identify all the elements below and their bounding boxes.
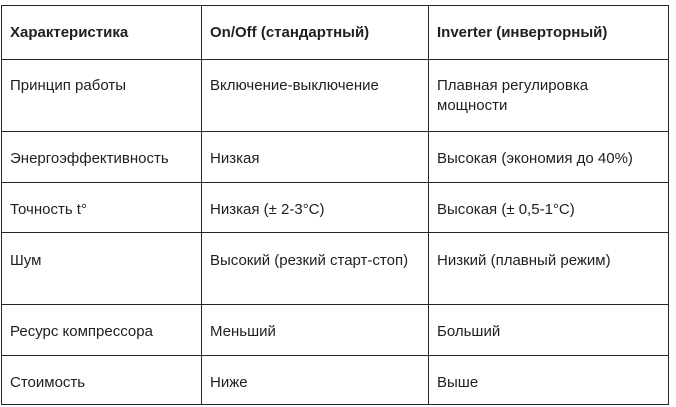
header-characteristic: Характеристика — [2, 6, 202, 60]
onoff-cell: Меньший — [202, 305, 429, 356]
inverter-cell: Высокая (экономия до 40%) — [429, 132, 669, 183]
row-label: Шум — [2, 233, 202, 305]
header-inverter: Inverter (инверторный) — [429, 6, 669, 60]
row-label: Точность t° — [2, 183, 202, 233]
inverter-cell: Выше — [429, 356, 669, 405]
table-row — [2, 183, 669, 233]
table-row — [2, 132, 669, 183]
table-header-row — [2, 6, 669, 60]
onoff-cell: Низкая — [202, 132, 429, 183]
row-label: Принцип работы — [2, 60, 202, 132]
table-row — [2, 305, 669, 356]
onoff-cell: Низкая (± 2-3°C) — [202, 183, 429, 233]
row-label: Стоимость — [2, 356, 202, 405]
comparison-table — [1, 5, 669, 405]
inverter-cell: Низкий (плавный режим) — [429, 233, 669, 305]
row-label: Энергоэффективность — [2, 132, 202, 183]
table-row — [2, 60, 669, 132]
onoff-cell: Высокий (резкий старт-стоп) — [202, 233, 429, 305]
row-label: Ресурс компрессора — [2, 305, 202, 356]
onoff-cell: Ниже — [202, 356, 429, 405]
onoff-cell: Включение-выключение — [202, 60, 429, 132]
inverter-cell: Высокая (± 0,5-1°C) — [429, 183, 669, 233]
inverter-cell: Больший — [429, 305, 669, 356]
table-row — [2, 233, 669, 305]
table-row — [2, 356, 669, 405]
header-onoff: On/Off (стандартный) — [202, 6, 429, 60]
inverter-cell: Плавная регулировка мощности — [429, 60, 669, 132]
